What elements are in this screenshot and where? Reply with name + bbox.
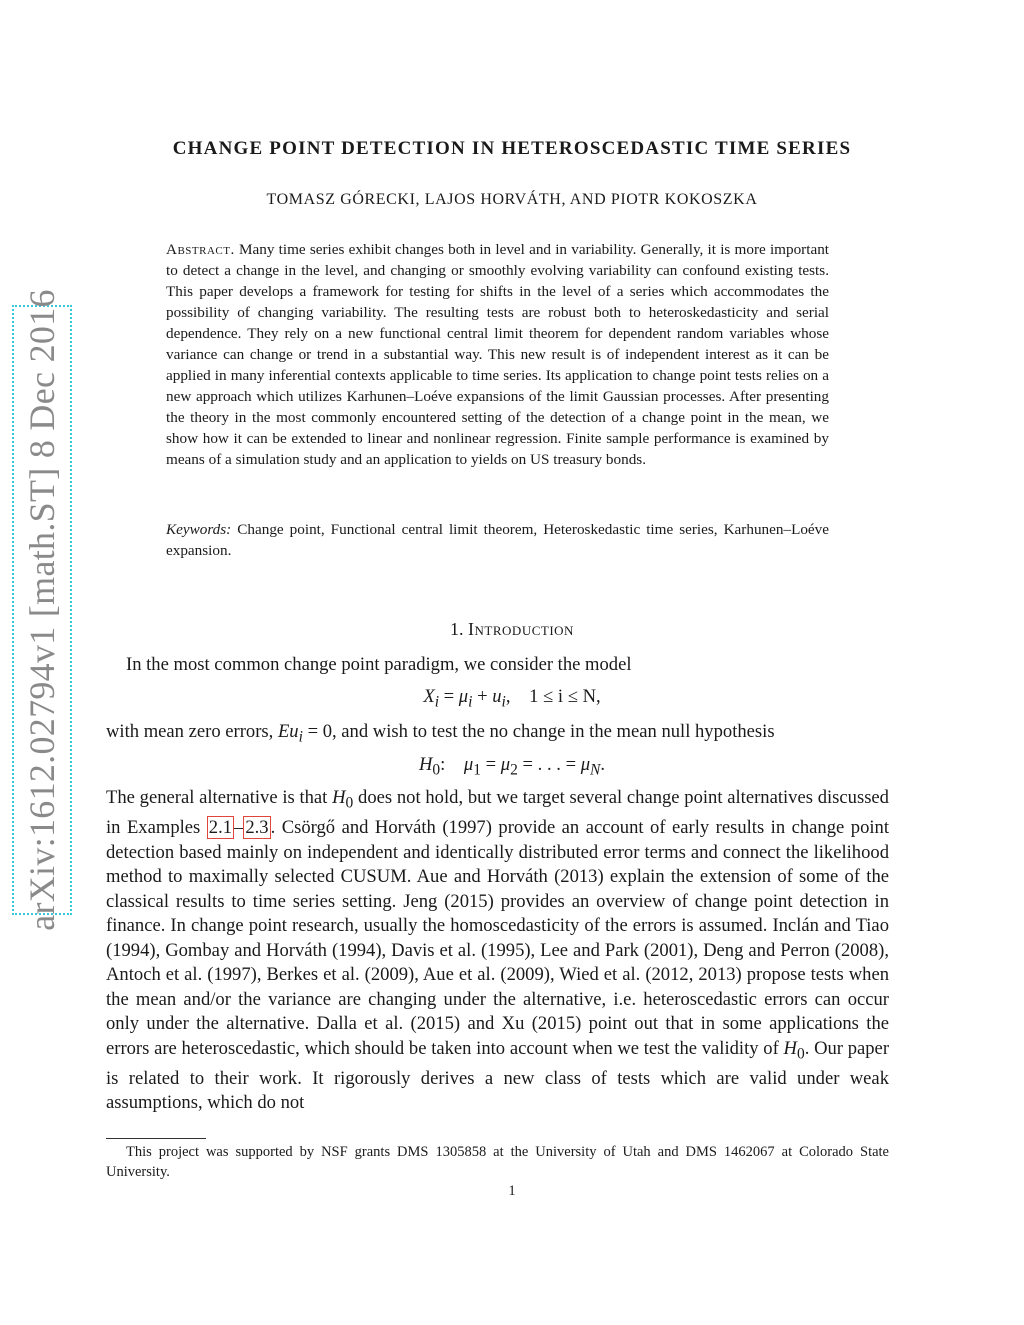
section-heading [0,619,1024,640]
model-equation-condition: 1 ≤ i ≤ N, [529,686,601,707]
keywords-text: Change point, Functional central limit theorem, Heteroskedastic time series, Karhunen–Loéve expansion. [166,521,830,559]
abstract-text: Many time series exhibit changes both in level and in variability. Generally, it is more important to detect a change in the level, and changing or smoothly evolving variability can confound existing tests. This paper develops a framework for testing for shifts in the level of a series which accommodates the possibility of changing variability. The resulting tests are robust both to heteroskedasticity and serial dependence. They rely on a new functional central limit theorem for dependent random variables whose variance can change or trend in a substantial way. This new result is of independent interest as it can be applied in many inferential contexts applicable to time series. Its application to change point tests relies on a new approach which utilizes Karhunen–Loéve expansions of the limit Gaussian processes. After presenting the theory in the most commonly encountered setting of the detection of a change point in the mean, we show how it can be extended to linear and nonlinear regression. Finite sample performance is examined by means of a simulation study and an application to yields on US treasury bonds. [166,241,830,468]
arxiv-identifier-stamp[interactable] [12,289,72,931]
model-equation: $X_i = \mu_i + u_i$, 1 ≤ i ≤ N, [423,686,601,711]
intro-paragraph-3: The general alternative is that $H_0$ does not hold, but we target several change point alternatives discussed in Examples 2.1 – 2.3 . Csörgő and Horváth (1997) provide an account of early results in change point detection based mainly on independent and identically distributed error terms and connect the likelihood method to maximally selected CUSUM. Aue and Horváth (2013) explain the extension of some of the classical results to time series setting. Jeng (2015) provides an overview of change point detection in finance. In change point research, usually the homoscedasticity of the errors is assumed. Inclán and Tiao (1994), Gombay and Horváth (1994), Davis et al. (1995), Lee and Park (2001), Deng and Perron (2008), Antoch et al. (1997), Berkes et al. (2009), Aue et al. (2009), Wied et al. (2012, 2013) propose tests when the mean and/or the variance are changing under the alternative, i.e. heteroscedastic errors can occur only under the alternative. Dalla et al. (2015) and Xu (2015) point out that in some applications the errors are heteroscedastic, which should be taken into account when we test the validity of $H_0$. Our paper is related to their work. It rigorously derives a new class of tests which are valid under weak assumptions, which do not [106,787,890,1114]
footnote-rule [106,1138,206,1139]
footnote: This project was supported by NSF grants DMS 1305858 at the University of Utah and DMS 1462067 at Colorado State University. [106,1144,889,1180]
keywords [166,519,829,561]
intro-paragraph-1: In the most common change point paradigm, we consider the model [126,654,632,675]
section-title: Introduction [468,619,574,639]
arxiv-identifier-text: arXiv:1612.02794v1 [math.ST] 8 Dec 2016 [22,289,62,931]
null-hypothesis-equation: $H_0$: $\mu_1 = \mu_2$ = . . . = $\mu_N$. [418,754,606,779]
intro-paragraph-2: with mean zero errors, $Eu_i = 0$, and wish to test the no change in the mean null hypothesis [106,721,775,746]
paper-title: CHANGE POINT DETECTION IN HETEROSCEDASTIC TIME SERIES [172,138,852,159]
reference-link-example-2-1[interactable]: 2.1 [208,817,233,839]
section-number: 1. [450,619,464,639]
abstract-label: Abstract. [166,241,235,258]
page-number: 1 [508,1183,516,1199]
keywords-label: Keywords: [166,521,232,538]
paper-authors: TOMASZ GÓRECKI, LAJOS HORVÁTH, AND PIOTR KOKOSZKA [266,191,758,208]
reference-link-example-2-3[interactable]: 2.3 [245,817,269,839]
abstract [166,239,829,470]
